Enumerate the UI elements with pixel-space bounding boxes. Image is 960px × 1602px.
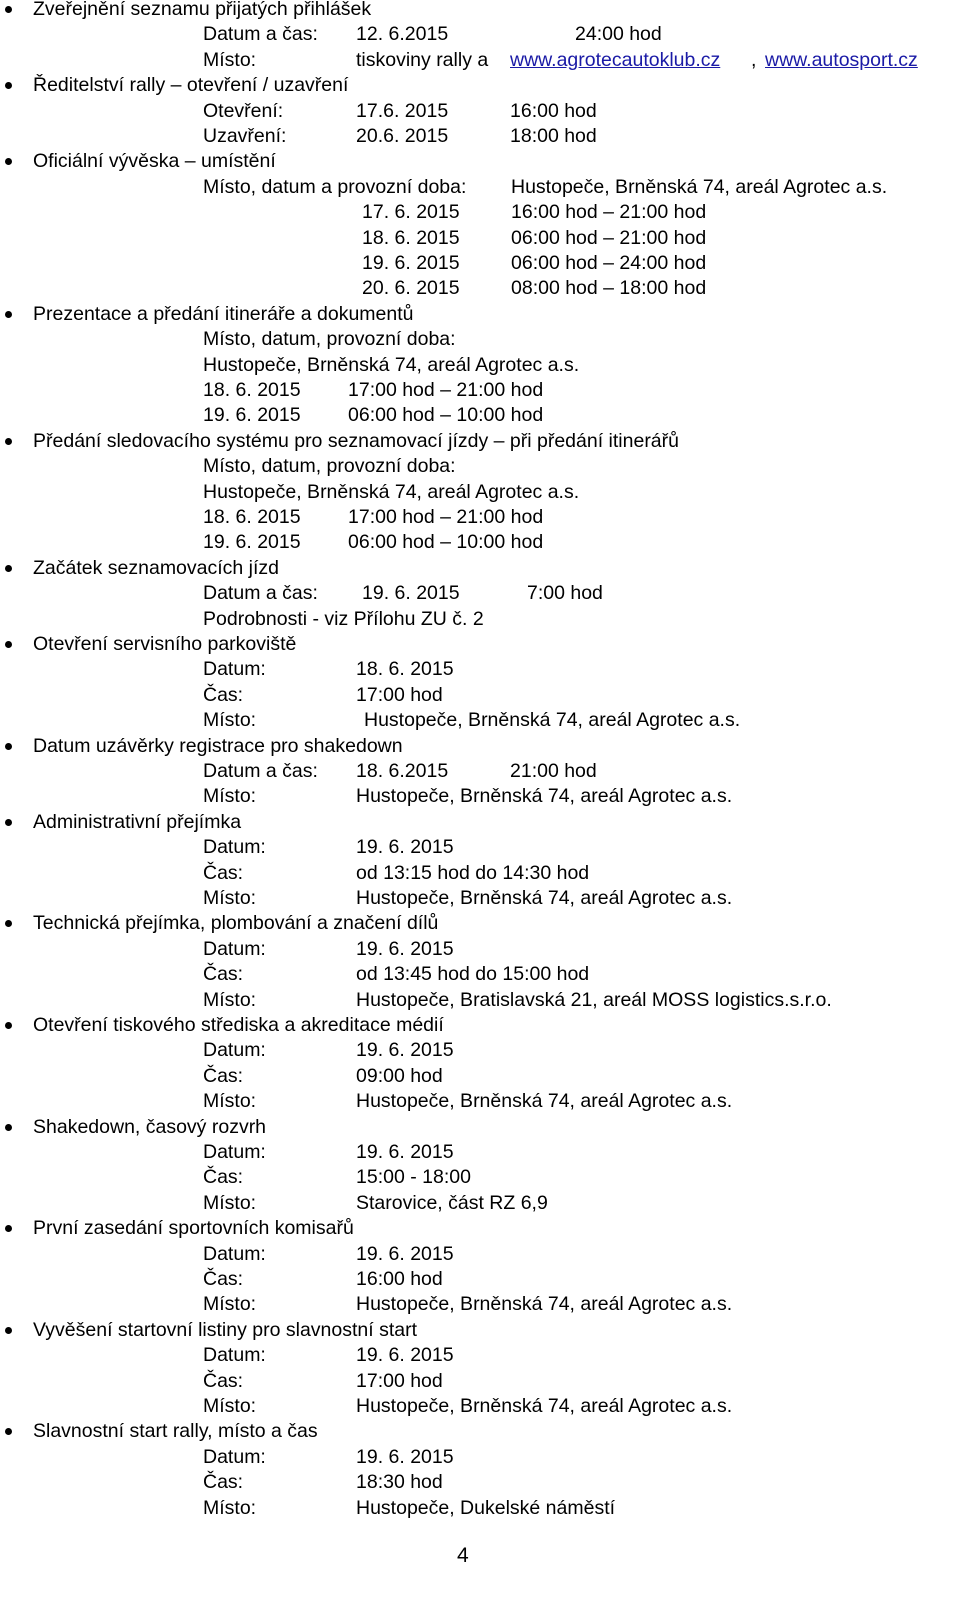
row-value: od 13:45 hod do 15:00 hod [356,963,590,986]
row-value-2: 16:00 hod [510,99,597,122]
row-label: Čas: [203,1471,244,1494]
row-time: 06:00 hod – 21:00 hod [511,226,707,249]
bullet-icon [5,819,12,826]
section-title: Technická přejímka, plombování a značení dílů [33,912,439,935]
row-value: tiskoviny rally a [356,48,489,71]
row-label: Místo, datum a provozní doba: [203,175,467,198]
row-label: Datum: [203,937,266,960]
row-value: 17.6. 2015 [356,99,449,122]
row-label: Datum: [203,1445,266,1468]
row-value: Hustopeče, Brněnská 74, areál Agrotec a.s. [356,785,733,808]
row-value: Hustopeče, Brněnská 74, areál Agrotec a.s. [356,1395,733,1417]
row-label: Čas: [203,1166,244,1189]
row-value: 09:00 hod [356,1064,443,1087]
section-title: Ředitelství rally – otevření / uzavření [33,74,349,97]
row-label: Datum: [203,1039,266,1062]
row-value: 17:00 hod [356,1369,443,1392]
section-title: Zveřejnění seznamu přijatých přihlášek [33,0,372,20]
row-value: 16:00 hod [356,1268,443,1290]
row-value: 18. 6. 2015 [356,658,454,681]
bullet-icon [5,1428,12,1435]
bullet-icon [5,438,12,445]
row-value: 19. 6. 2015 [356,1445,454,1468]
row-value-2: 24:00 hod [575,23,662,46]
bullet-icon [5,1022,12,1029]
row-label: Místo: [203,709,257,732]
row-value: 06:00 hod – 10:00 hod [348,404,544,427]
row-value: 19. 6. 2015 [356,1242,454,1265]
row-label: Datum: [203,1242,266,1265]
row-value: 17:00 hod – 21:00 hod [348,379,544,401]
bullet-icon [5,82,12,89]
bullet-icon [5,1327,12,1334]
bullet-icon [5,1124,12,1131]
row-date: 20. 6. 2015 [362,277,460,300]
row-value: 18. 6.2015 [356,760,449,782]
row-label: Čas: [203,1268,244,1290]
row-value: 17:00 hod [356,683,443,706]
website-link[interactable]: www.autosport.cz [765,48,918,71]
section-title: Slavnostní start rally, místo a čas [33,1420,318,1443]
row-value: 17:00 hod – 21:00 hod [348,506,544,528]
link-separator: , [751,48,757,71]
bullet-icon [5,920,12,927]
row-value: 06:00 hod – 10:00 hod [348,531,544,554]
row-value: Hustopeče, Bratislavská 21, areál MOSS logistics.s.r.o. [356,988,832,1011]
row-label: Čas: [203,861,244,884]
row-value: 19. 6. 2015 [356,1344,454,1367]
row-time: 16:00 hod – 21:00 hod [511,201,707,224]
row-label: Místo, datum, provozní doba: [203,328,456,351]
row-value: 15:00 - 18:00 [356,1166,471,1189]
row-label: Čas: [203,1369,244,1392]
row-time: 06:00 hod – 24:00 hod [511,252,707,274]
section-title: Začátek seznamovacích jízd [33,556,280,579]
row-label: Místo: [203,1191,257,1214]
row-label: Čas: [203,683,244,706]
row-date: 19. 6. 2015 [362,252,460,274]
row-label: Otevření: [203,99,284,122]
row-date: 17. 6. 2015 [362,201,460,224]
row-label: 18. 6. 2015 [203,379,301,401]
bullet-icon [5,158,12,165]
row-value: 19. 6. 2015 [356,836,454,859]
row-time: 08:00 hod – 18:00 hod [511,277,707,300]
row-value: 20.6. 2015 [356,125,449,147]
row-label: 19. 6. 2015 [203,531,301,554]
section-title: První zasedání sportovních komisařů [33,1217,354,1240]
row-value: 12. 6.2015 [356,23,449,46]
row-value: 19. 6. 2015 [356,937,454,960]
row-label: Hustopeče, Brněnská 74, areál Agrotec a.s. [203,480,580,503]
section-title: Předání sledovacího systému pro seznamovací jízdy – při předání itinerářů [33,429,679,452]
row-label: Datum a čas: [203,760,318,782]
section-title: Vyvěšení startovní listiny pro slavnostní start [33,1318,418,1341]
row-label: Místo: [203,988,257,1011]
bullet-icon [5,743,12,750]
row-label: 18. 6. 2015 [203,506,301,528]
row-value: Hustopeče, Brněnská 74, areál Agrotec a.s. [356,1293,733,1316]
row-label: Datum: [203,658,266,681]
row-label: Místo: [203,1395,257,1417]
row-value-2: 21:00 hod [510,760,597,782]
row-label: Datum a čas: [203,23,318,46]
row-label: Místo: [203,1496,257,1519]
section-title: Shakedown, časový rozvrh [33,1115,267,1138]
bullet-icon [5,641,12,648]
row-value: Hustopeče, Dukelské náměstí [356,1496,616,1519]
page-number: 4 [457,1544,469,1567]
row-label: Místo: [203,1293,257,1316]
row-value: Hustopeče, Brněnská 74, areál Agrotec a.s. [511,175,888,198]
row-value: 18:30 hod [356,1471,443,1494]
row-value: Starovice, část RZ 6,9 [356,1191,548,1214]
bullet-icon [5,311,12,318]
section-title: Prezentace a předání itineráře a dokumentů [33,302,414,325]
row-label: 19. 6. 2015 [203,404,301,427]
row-label: Místo: [203,1090,257,1113]
row-value: Hustopeče, Brněnská 74, areál Agrotec a.s. [364,709,741,732]
row-label: Místo: [203,887,257,909]
bullet-icon [5,565,12,572]
row-value: od 13:15 hod do 14:30 hod [356,861,590,884]
row-label: Datum: [203,1141,266,1163]
row-date: 18. 6. 2015 [362,226,460,249]
bullet-icon [5,6,12,13]
row-value: Hustopeče, Brněnská 74, areál Agrotec a.s. [356,1090,733,1113]
row-label: Podrobnosti - viz Přílohu ZU č. 2 [203,607,484,630]
website-link[interactable]: www.agrotecautoklub.cz [510,48,721,71]
row-value: 19. 6. 2015 [356,1039,454,1062]
row-label: Čas: [203,963,244,986]
row-value: 19. 6. 2015 [362,582,460,605]
row-label: Datum: [203,1344,266,1367]
row-value-2: 7:00 hod [527,582,603,605]
row-value: 19. 6. 2015 [356,1141,454,1163]
bullet-icon [5,1225,12,1232]
section-title: Administrativní přejímka [33,810,242,833]
row-label: Uzavření: [203,125,287,147]
row-label: Datum: [203,836,266,859]
row-label: Místo: [203,48,257,71]
row-label: Datum a čas: [203,582,318,605]
row-value-2: 18:00 hod [510,125,597,147]
row-label: Místo: [203,785,257,808]
section-title: Otevření servisního parkoviště [33,633,297,655]
section-title: Oficiální vývěska – umístění [33,150,276,173]
section-title: Otevření tiskového střediska a akreditace médií [33,1014,444,1036]
section-title: Datum uzávěrky registrace pro shakedown [33,734,403,757]
row-label: Místo, datum, provozní doba: [203,455,456,478]
row-label: Hustopeče, Brněnská 74, areál Agrotec a.s. [203,353,580,376]
row-value: Hustopeče, Brněnská 74, areál Agrotec a.s. [356,887,733,909]
row-label: Čas: [203,1064,244,1087]
